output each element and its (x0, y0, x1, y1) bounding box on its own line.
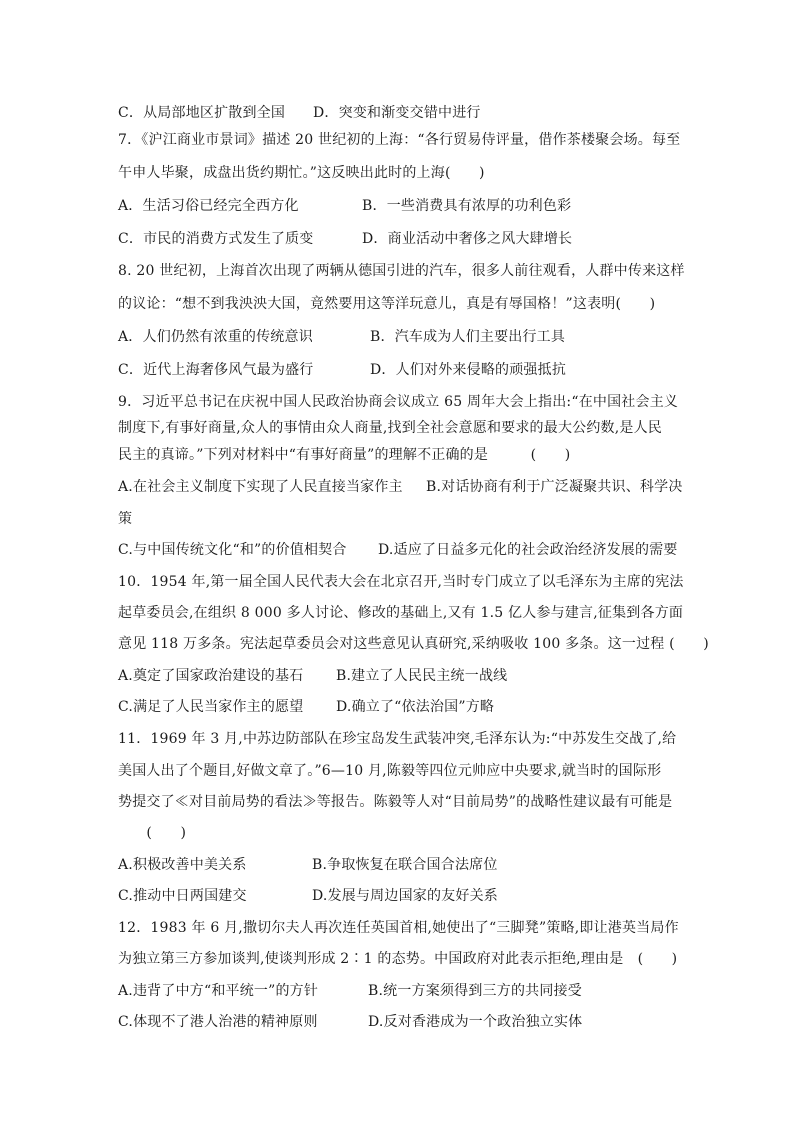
q10-options-cd (118, 698, 495, 716)
q6-option-d: D．突变和渐变交错中进行 (313, 105, 481, 121)
q7-option-c: C．市民的消费方式发生了质变 (118, 231, 314, 247)
q8-options-cd (118, 361, 567, 379)
q9-options-ab (118, 478, 683, 496)
q7-options-ab (118, 197, 572, 215)
q10-stem-line-3: 意见 118 万多条。宪法起草委员会对这些意见认真研究,采纳吸收 100 多条。这一过程 ( ) (118, 636, 709, 652)
q12-options-ab (118, 982, 582, 1000)
q12-option-c: C.体现不了港人治港的精神原则 (118, 1014, 318, 1030)
q8-option-b: B．汽车成为人们主要出行工具 (370, 329, 566, 345)
q10-stem-line-1: 10．1954 年,第一届全国人民代表大会在北京召开,当时专门成立了以毛泽东为主席的宪法 (118, 574, 684, 590)
q8-option-a: A．人们仍然有浓重的传统意识 (118, 329, 313, 345)
q8-option-c: C．近代上海奢侈风气最为盛行 (118, 362, 314, 378)
q11-options-ab (118, 856, 498, 874)
q11-option-d: D.发展与周边国家的友好关系 (312, 888, 498, 904)
q10-options-ab (118, 667, 508, 685)
q7-option-b: B．一些消费具有浓厚的功利色彩 (362, 198, 572, 214)
q9-stem-line-3: 民主的真谛。”下列对材料中“有事好商量”的理解不正确的是 ( ) (118, 447, 571, 463)
q7-option-a: A．生活习俗已经完全西方化 (118, 198, 299, 214)
q12-options-cd (118, 1013, 583, 1031)
q9-stem-line-2: 制度下,有事好商量,众人的事情由众人商量,找到全社会意愿和要求的最大公约数,是人民 (118, 420, 662, 436)
q11-option-a: A.积极改善中美关系 (118, 857, 247, 873)
q7-stem-line-2: 午申人毕聚，成盘出货约期忙。”这反映出此时的上海( ) (118, 165, 485, 181)
q9-options-cd (118, 541, 678, 559)
q11-option-b: B.争取恢复在联合国合法席位 (312, 857, 498, 873)
q12-option-b: B.统一方案须得到三方的共同接受 (368, 983, 582, 999)
q8-option-d: D．人们对外来侵略的顽强抵抗 (370, 362, 567, 378)
q8-options-ab (118, 328, 566, 346)
q12-option-d: D.反对香港成为一个政治独立实体 (368, 1014, 583, 1030)
q8-stem-line-1: 8. 20 世纪初，上海首次出现了两辆从德国引进的汽车，很多人前往观看，人群中传来这样 (118, 263, 685, 279)
q6-option-c: C．从局部地区扩散到全国 (118, 105, 286, 121)
q9-stem-line-1: 9．习近平总书记在庆祝中国人民政治协商会议成立 65 周年大会上指出:“在中国社会主义 (118, 394, 679, 410)
q9-option-c: C.与中国传统文化“和”的价值相契合 (118, 542, 347, 558)
q10-stem-line-2: 起草委员会,在组织 8 000 多人讨论、修改的基础上,又有 1.5 亿人参与建言,征集到各方面 (118, 605, 684, 621)
q7-option-d: D．商业活动中奢侈之风大肆增长 (362, 231, 573, 247)
q10-option-a: A.奠定了国家政治建设的基石 (118, 668, 304, 684)
q11-stem-line-3: 势提交了≪对目前局势的看法≫等报告。陈毅等人对“目前局势”的战略性建议最有可能是 (118, 794, 673, 810)
q9-option-d: D.适应了日益多元化的社会政治经济发展的需要 (378, 542, 678, 558)
q10-option-d: D.确立了“依法治国”方略 (336, 699, 495, 715)
q11-option-c: C.推动中日两国建交 (118, 888, 247, 904)
q8-stem-line-2: 的议论：“想不到我泱泱大国，竟然要用这等洋玩意儿，真是有辱国格！”这表明( ) (118, 296, 656, 312)
q10-option-c: C.满足了人民当家作主的愿望 (118, 699, 304, 715)
q11-stem-line-2: 美国人出了个题目,好做文章了。”6—10 月,陈毅等四位元帅应中央要求,就当时的国际形 (118, 763, 662, 779)
q10-option-b: B.建立了人民民主统一战线 (336, 668, 508, 684)
q11-answer-paren: ( ) (118, 825, 187, 841)
q7-stem-line-1: 7．《沪江商业市景词》描述 20 世纪初的上海：“各行贸易侍评量，借作茶楼聚会场。每至 (118, 132, 681, 148)
q11-options-cd (118, 887, 498, 905)
q9-option-b-continued: 策 (118, 511, 133, 527)
q12-option-a: A.违背了中方“和平统一”的方针 (118, 983, 319, 999)
q12-stem-line-1: 12．1983 年 6 月,撒切尔夫人再次连任英国首相,她使出了“三脚凳”策略,即让港英当局作 (118, 920, 679, 936)
q12-stem-line-2: 为独立第三方参加谈判,使谈判形成 2∶1 的态势。中国政府对此表示拒绝,理由是 ( ) (118, 951, 678, 967)
q9-option-a: A.在社会主义制度下实现了人民直接当家作主 (118, 479, 403, 495)
q9-option-b: B.对话协商有利于广泛凝聚共识、科学决 (426, 479, 683, 495)
q6-options-cd (118, 104, 481, 122)
q7-options-cd (118, 230, 573, 248)
q11-stem-line-1: 11．1969 年 3 月,中苏边防部队在珍宝岛发生武装冲突,毛泽东认为:“中苏发生交战了,给 (118, 731, 677, 747)
